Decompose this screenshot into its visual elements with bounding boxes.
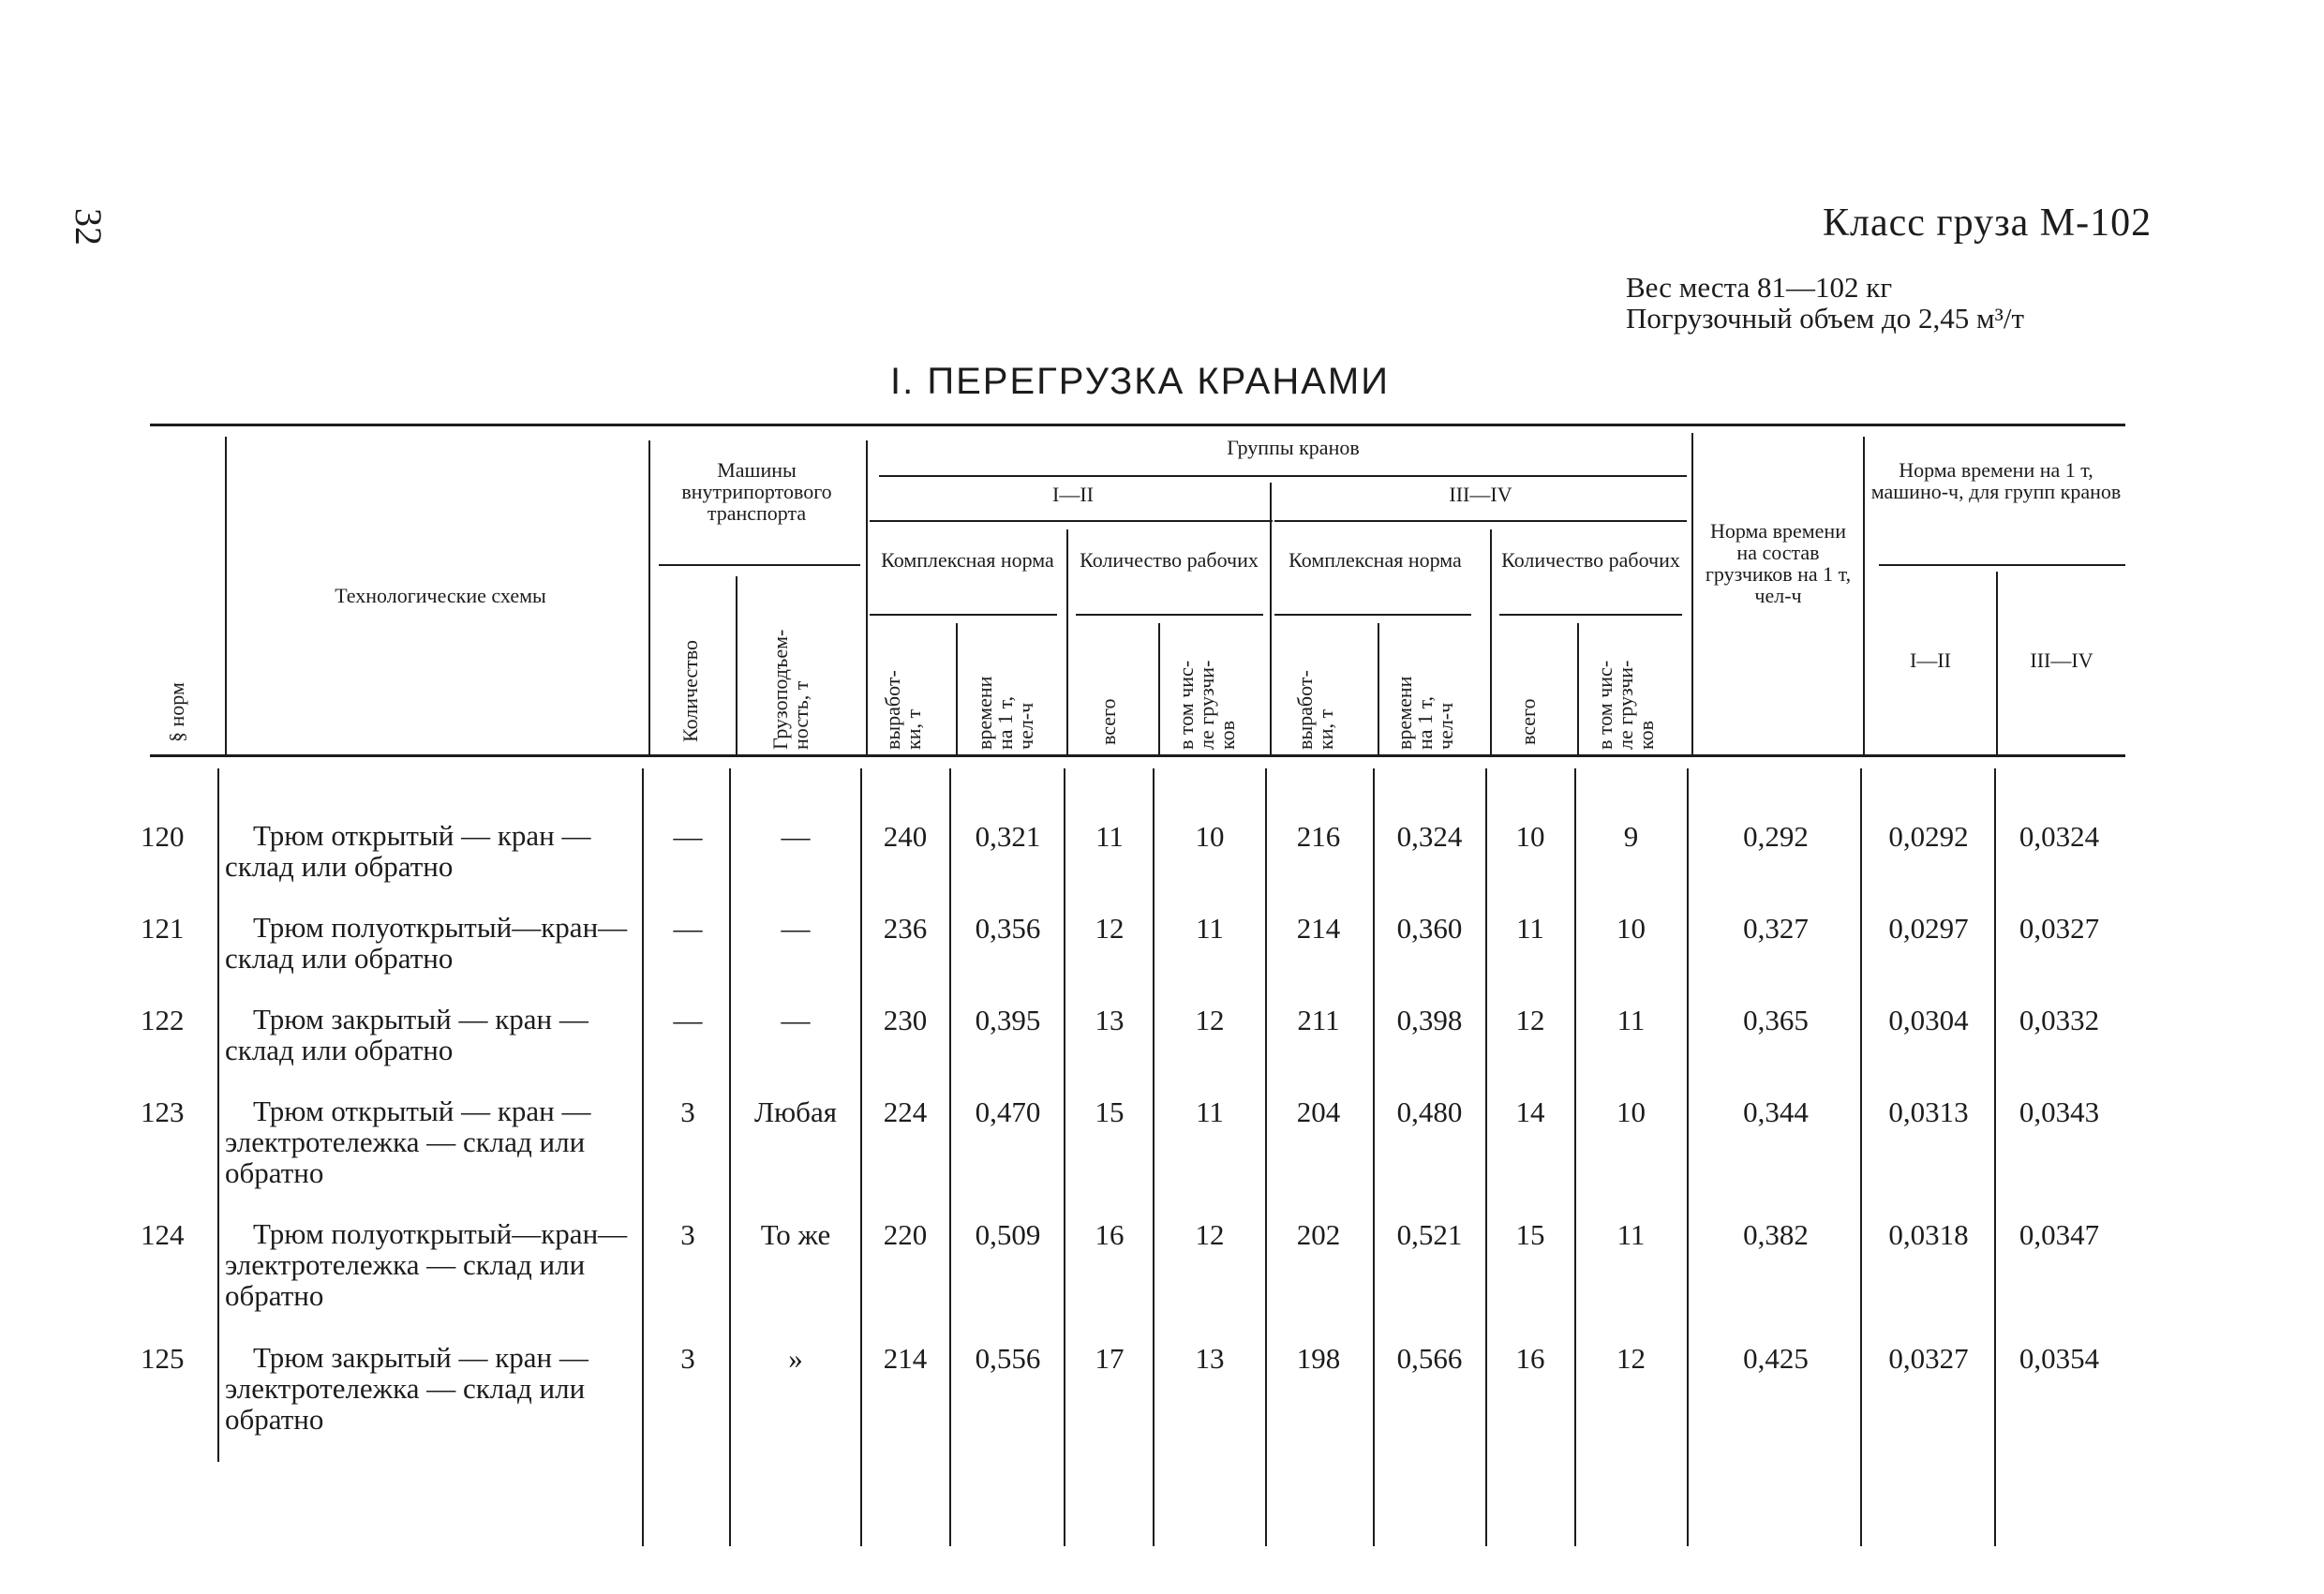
cell-o2: 211 bbox=[1297, 1004, 1340, 1036]
scheme-line: Трюм полуоткрытый—кран— bbox=[253, 911, 628, 944]
cell-t2: 0,480 bbox=[1396, 1095, 1463, 1128]
header-machines-capacity: Грузоподъем- ность, т bbox=[768, 629, 812, 750]
cell-o1: 214 bbox=[883, 1342, 928, 1375]
header-workers-1: Количество рабочих bbox=[1080, 548, 1259, 572]
cell-t2: 0,324 bbox=[1396, 820, 1463, 853]
cell-o2: 202 bbox=[1296, 1218, 1341, 1251]
header-machine-norm: Норма времени на 1 т, машино-ч, для групп кранов bbox=[1870, 458, 2122, 503]
rule-group2 bbox=[1274, 520, 1687, 522]
cell-m1: 0,0318 bbox=[1888, 1218, 1969, 1251]
cell-cap: Любая bbox=[754, 1095, 837, 1128]
header-mg-2: III—IV bbox=[2030, 648, 2093, 672]
cell-l1: 12 bbox=[1195, 1004, 1225, 1036]
cell-o1: 230 bbox=[883, 1004, 928, 1036]
cell-l2: 10 bbox=[1616, 1095, 1646, 1128]
header-crane-groups: Группы кранов bbox=[1227, 436, 1360, 459]
header-complex-norm-2: Комплексная норма bbox=[1289, 548, 1462, 572]
norm-number: 122 bbox=[141, 1004, 185, 1036]
scheme-text bbox=[225, 1095, 637, 1188]
header-loaders-norm: Норма времени на состав грузчиков на 1 т, чел-ч bbox=[1705, 519, 1852, 607]
norm-number: 121 bbox=[141, 912, 185, 945]
cell-o2: 198 bbox=[1296, 1342, 1341, 1375]
cell-cap: » bbox=[788, 1342, 803, 1375]
cargo-info bbox=[1626, 272, 2024, 334]
cell-t1: 0,509 bbox=[975, 1218, 1041, 1251]
cell-m2: 0,0327 bbox=[2019, 912, 2100, 945]
cell-m1: 0,0313 bbox=[1888, 1095, 1969, 1128]
cell-qty: 3 bbox=[680, 1095, 695, 1128]
scheme-text bbox=[225, 1218, 637, 1311]
cell-l1: 11 bbox=[1196, 912, 1224, 945]
scheme-line: обратно bbox=[225, 1279, 324, 1312]
cell-o2: 214 bbox=[1296, 912, 1341, 945]
cell-o1: 224 bbox=[883, 1095, 928, 1128]
cell-qty: — bbox=[673, 1004, 703, 1036]
header-time-2: времени на 1 т, чел-ч bbox=[1393, 676, 1457, 750]
cell-qty: 3 bbox=[680, 1218, 695, 1251]
cell-a1: 11 bbox=[1095, 820, 1124, 853]
scheme-line: электротележка — склад или bbox=[225, 1248, 586, 1281]
cell-l2: 9 bbox=[1623, 820, 1639, 853]
header-loaders-2: в том чис- ле грузчи- ков bbox=[1593, 660, 1658, 750]
cell-t1: 0,321 bbox=[975, 820, 1041, 853]
cell-o2: 204 bbox=[1296, 1095, 1341, 1128]
scheme-line: Трюм закрытый — кран — bbox=[253, 1003, 588, 1035]
header-group-1: I—II bbox=[1052, 483, 1094, 506]
norm-number: 125 bbox=[141, 1342, 185, 1375]
rule-groups bbox=[879, 475, 1687, 477]
header-complex-norm-1: Комплексная норма bbox=[881, 548, 1054, 572]
rule-cn2 bbox=[1274, 614, 1471, 616]
cell-m2: 0,0347 bbox=[2019, 1218, 2100, 1251]
rule-wc2 bbox=[1499, 614, 1682, 616]
header-schemes: Технологические схемы bbox=[335, 584, 546, 607]
cell-a1: 15 bbox=[1095, 1095, 1125, 1128]
scheme-line: склад или обратно bbox=[225, 850, 454, 883]
header-mg-1: I—II bbox=[1910, 648, 1951, 672]
cell-o1: 240 bbox=[883, 820, 928, 853]
cell-l2: 11 bbox=[1616, 1004, 1646, 1036]
norm-number: 123 bbox=[141, 1095, 185, 1128]
scheme-line: электротележка — склад или bbox=[225, 1125, 586, 1158]
cell-cap: То же bbox=[760, 1218, 831, 1251]
cell-a2: 10 bbox=[1515, 820, 1545, 853]
rule-machines bbox=[659, 564, 860, 566]
cell-a2: 11 bbox=[1516, 912, 1544, 945]
cell-t1: 0,356 bbox=[975, 912, 1041, 945]
header-machines-qty: Количество bbox=[678, 639, 702, 742]
cell-a1: 12 bbox=[1095, 912, 1125, 945]
cell-t1: 0,556 bbox=[975, 1342, 1041, 1375]
rule-cn1 bbox=[870, 614, 1057, 616]
cell-m2: 0,0324 bbox=[2019, 820, 2100, 853]
cell-l2: 11 bbox=[1616, 1218, 1646, 1251]
cell-a2: 15 bbox=[1515, 1218, 1545, 1251]
header-group-2: III—IV bbox=[1449, 483, 1512, 506]
cell-a2: 14 bbox=[1515, 1095, 1545, 1128]
header-loaders-1: в том чис- ле грузчи- ков bbox=[1174, 660, 1239, 750]
cell-t2: 0,398 bbox=[1396, 1004, 1463, 1036]
cell-cap: — bbox=[781, 1004, 811, 1036]
cell-o1: 236 bbox=[883, 912, 928, 945]
page-number: 32 bbox=[67, 208, 110, 246]
cell-qty: — bbox=[673, 912, 703, 945]
header-output-1: выработ- ки, т bbox=[881, 670, 925, 750]
header-time-1: времени на 1 т, чел-ч bbox=[973, 676, 1037, 750]
cell-a1: 16 bbox=[1095, 1218, 1125, 1251]
scheme-text bbox=[225, 820, 637, 882]
cell-ln: 0,365 bbox=[1743, 1004, 1809, 1036]
cell-t1: 0,395 bbox=[975, 1004, 1041, 1036]
header-total-1: всего bbox=[1096, 698, 1120, 745]
cell-ln: 0,327 bbox=[1743, 912, 1809, 945]
cell-l2: 10 bbox=[1616, 912, 1646, 945]
scheme-line: Трюм закрытый — кран — bbox=[253, 1341, 588, 1374]
cargo-class-title: Класс груза М-102 bbox=[1823, 201, 2153, 245]
scheme-line: обратно bbox=[225, 1403, 324, 1436]
cell-o1: 220 bbox=[883, 1218, 928, 1251]
cell-a1: 17 bbox=[1095, 1342, 1125, 1375]
cell-ln: 0,382 bbox=[1743, 1218, 1809, 1251]
scheme-line: склад или обратно bbox=[225, 1034, 454, 1066]
cell-qty: 3 bbox=[680, 1342, 695, 1375]
rule-wc1 bbox=[1076, 614, 1263, 616]
cell-m1: 0,0297 bbox=[1888, 912, 1969, 945]
scheme-text bbox=[225, 1342, 637, 1435]
cell-a2: 12 bbox=[1515, 1004, 1545, 1036]
header-bottom-rule bbox=[150, 754, 2125, 757]
cell-m2: 0,0332 bbox=[2019, 1004, 2100, 1036]
header-workers-2: Количество рабочих bbox=[1501, 548, 1680, 572]
cell-t2: 0,566 bbox=[1396, 1342, 1463, 1375]
cell-l2: 12 bbox=[1616, 1342, 1646, 1375]
cell-ln: 0,425 bbox=[1743, 1342, 1809, 1375]
scheme-line: склад или обратно bbox=[225, 942, 454, 975]
cell-cap: — bbox=[781, 820, 811, 853]
cell-l1: 13 bbox=[1195, 1342, 1225, 1375]
table-top-rule bbox=[150, 424, 2125, 426]
cell-t2: 0,521 bbox=[1396, 1218, 1463, 1251]
cell-a2: 16 bbox=[1515, 1342, 1545, 1375]
header-total-2: всего bbox=[1516, 698, 1540, 745]
rule-machine-norm bbox=[1879, 564, 2125, 566]
scheme-line: электротележка — склад или bbox=[225, 1372, 586, 1405]
cargo-volume: Погрузочный объем до 2,45 м³/т bbox=[1626, 302, 2025, 335]
cell-cap: — bbox=[781, 912, 811, 945]
cargo-weight: Вес места 81—102 кг bbox=[1626, 271, 1893, 304]
cell-ln: 0,344 bbox=[1743, 1095, 1809, 1128]
cell-m1: 0,0327 bbox=[1888, 1342, 1969, 1375]
cell-l1: 11 bbox=[1196, 1095, 1224, 1128]
scheme-line: Трюм открытый — кран — bbox=[253, 819, 591, 852]
scheme-text bbox=[225, 1004, 637, 1065]
cell-a1: 13 bbox=[1095, 1004, 1125, 1036]
section-title: I. ПЕРЕГРУЗКА КРАНАМИ bbox=[890, 361, 1390, 402]
rule-group1 bbox=[870, 520, 1273, 522]
cell-l1: 10 bbox=[1195, 820, 1225, 853]
cell-t1: 0,470 bbox=[975, 1095, 1041, 1128]
norm-number: 124 bbox=[141, 1218, 185, 1251]
header-norm-no: § норм bbox=[165, 682, 188, 742]
scheme-line: Трюм полуоткрытый—кран— bbox=[253, 1217, 628, 1250]
header-output-2: выработ- ки, т bbox=[1293, 670, 1337, 750]
cell-l1: 12 bbox=[1195, 1218, 1225, 1251]
cell-o2: 216 bbox=[1296, 820, 1341, 853]
cell-m2: 0,0343 bbox=[2019, 1095, 2100, 1128]
scheme-text bbox=[225, 912, 637, 974]
cell-t2: 0,360 bbox=[1396, 912, 1463, 945]
cell-qty: — bbox=[673, 820, 703, 853]
scheme-line: Трюм открытый — кран — bbox=[253, 1095, 591, 1127]
cell-m1: 0,0292 bbox=[1888, 820, 1969, 853]
norm-number: 120 bbox=[141, 820, 185, 853]
cell-m1: 0,0304 bbox=[1888, 1004, 1969, 1036]
cell-m2: 0,0354 bbox=[2019, 1342, 2100, 1375]
cell-ln: 0,292 bbox=[1743, 820, 1809, 853]
scheme-line: обратно bbox=[225, 1156, 324, 1189]
header-machines: Машины внутрипортового транспорта bbox=[681, 458, 832, 525]
